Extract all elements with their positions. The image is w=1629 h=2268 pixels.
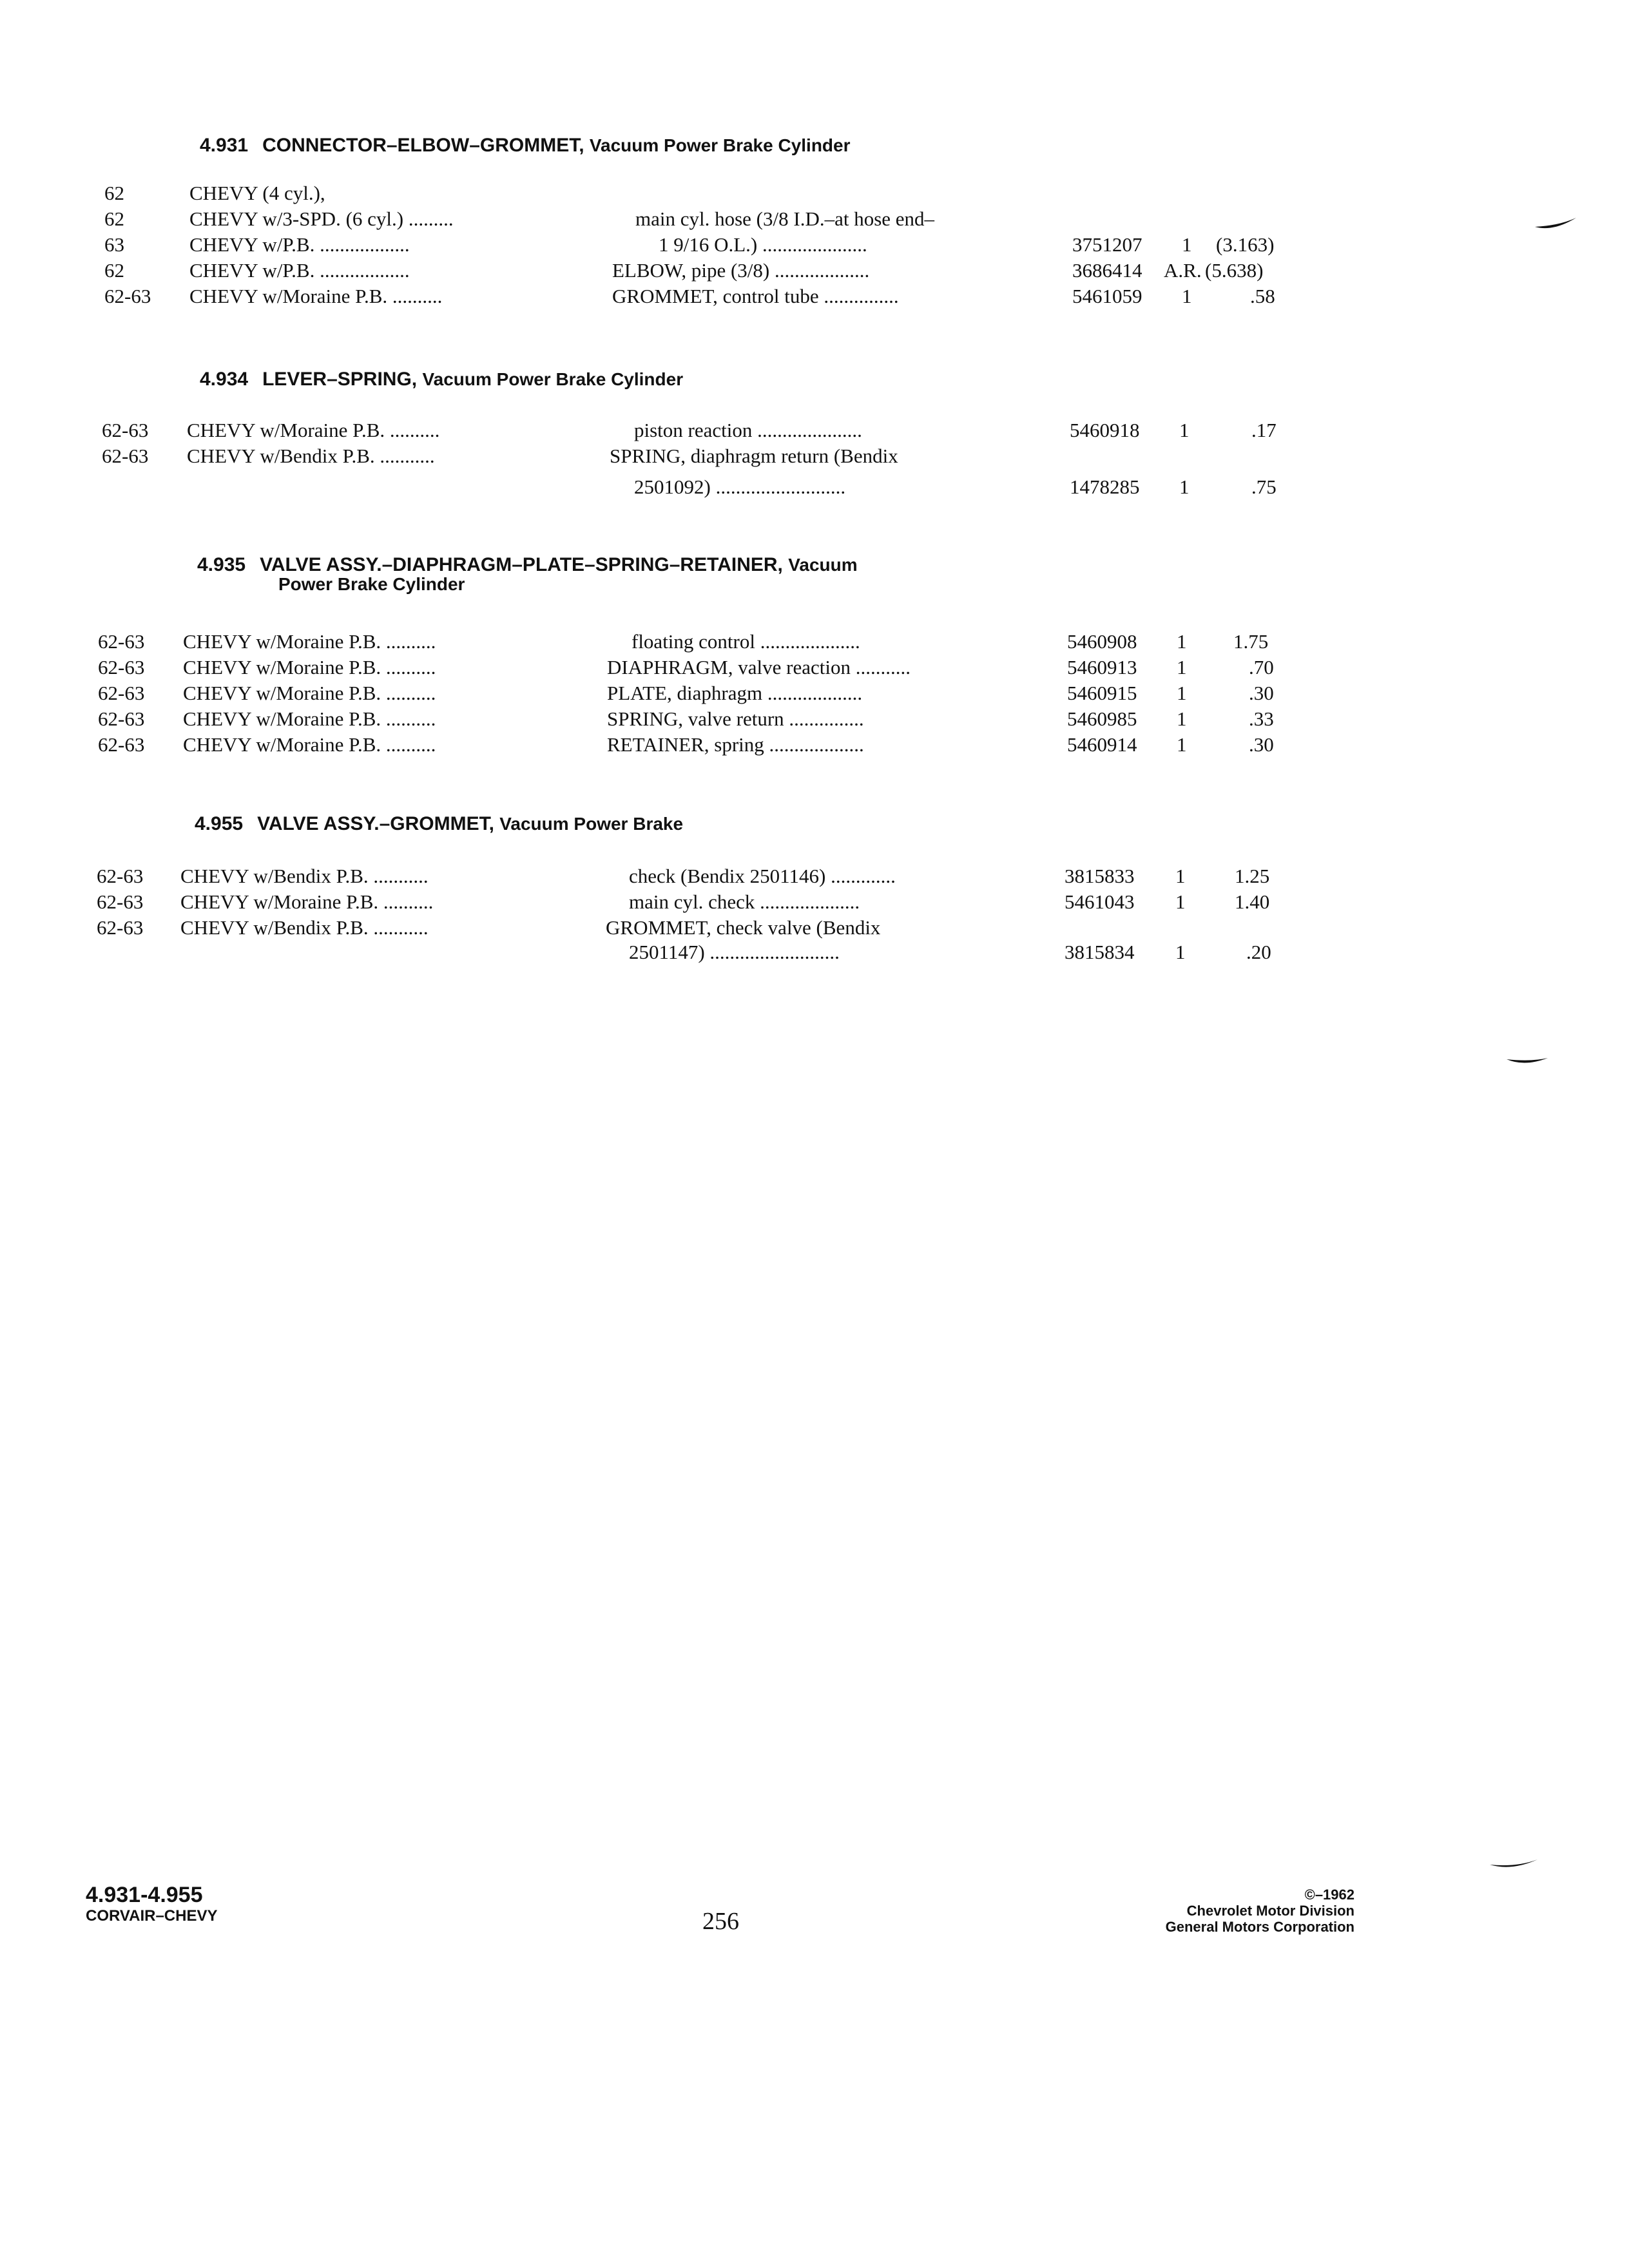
- table-row: [0, 706, 1629, 732]
- section-title: CONNECTOR–ELBOW–GROMMET,: [262, 135, 584, 156]
- table-row: [0, 443, 1629, 469]
- qty-cell: 1: [1177, 733, 1187, 756]
- application-cell: CHEVY w/Moraine P.B. ..........: [183, 630, 436, 653]
- application-cell: CHEVY (4 cyl.),: [189, 182, 325, 204]
- year-cell: 62-63: [97, 865, 144, 887]
- year-cell: 62-63: [97, 890, 144, 913]
- description-cell: 2501092) ..........................: [634, 476, 846, 498]
- table-row: [0, 206, 1629, 232]
- description-cell: GROMMET, control tube ...............: [612, 285, 899, 307]
- section-title: VALVE ASSY.–DIAPHRAGM–PLATE–SPRING–RETAINER,: [260, 554, 783, 575]
- part-number-cell: 5460918: [1070, 419, 1140, 441]
- qty-cell: 1: [1177, 630, 1187, 653]
- footer-left: [86, 1883, 218, 1925]
- page-number: 256: [702, 1908, 739, 1935]
- part-number-cell: 5460915: [1067, 682, 1137, 704]
- part-number-cell: 1478285: [1070, 476, 1140, 498]
- table-row: [0, 939, 1629, 965]
- price-cell: .30: [1249, 733, 1274, 756]
- application-cell: CHEVY w/Moraine P.B. ..........: [180, 890, 434, 913]
- price-cell: .58: [1250, 285, 1275, 307]
- table-row: [0, 258, 1629, 284]
- part-number-cell: 5460914: [1067, 733, 1137, 756]
- year-cell: 63: [104, 233, 124, 256]
- part-number-cell: 5460913: [1067, 656, 1137, 678]
- year-cell: 62: [104, 259, 124, 282]
- footer-right: [1166, 1887, 1354, 1935]
- part-number-cell: 5461043: [1065, 890, 1135, 913]
- application-cell: CHEVY w/Bendix P.B. ...........: [180, 916, 429, 939]
- scan-mark: [1534, 213, 1579, 232]
- section-range: 4.931-4.955: [86, 1883, 203, 1907]
- price-cell: 1.75: [1233, 630, 1269, 653]
- price-cell: 1.25: [1235, 865, 1270, 887]
- year-cell: 62-63: [98, 707, 145, 730]
- application-cell: CHEVY w/Moraine P.B. ..........: [183, 707, 436, 730]
- year-cell: 62-63: [98, 682, 145, 704]
- part-number-cell: 3815834: [1065, 941, 1135, 963]
- price-cell: .75: [1251, 476, 1277, 498]
- qty-cell: 1: [1182, 285, 1192, 307]
- description-cell: main cyl. hose (3/8 I.D.–at hose end–: [635, 207, 935, 230]
- year-cell: 62: [104, 207, 124, 230]
- year-cell: 62-63: [98, 733, 145, 756]
- scan-mark: [1505, 1052, 1550, 1071]
- application-cell: CHEVY w/Moraine P.B. ..........: [183, 656, 436, 678]
- section-subtitle: Vacuum Power Brake Cylinder: [422, 369, 684, 389]
- price-cell: .33: [1249, 707, 1274, 730]
- table-row: [0, 680, 1629, 706]
- application-cell: CHEVY w/P.B. ..................: [189, 233, 410, 256]
- table-row: [0, 655, 1629, 680]
- qty-cell: 1: [1182, 233, 1192, 256]
- part-number-cell: 5460985: [1067, 707, 1137, 730]
- description-cell: ELBOW, pipe (3/8) ...................: [612, 259, 870, 282]
- year-cell: 62: [104, 182, 124, 204]
- price-cell: .20: [1246, 941, 1271, 963]
- qty-cell: 1: [1177, 707, 1187, 730]
- section-heading: [197, 554, 858, 576]
- description-cell: main cyl. check ....................: [629, 890, 860, 913]
- year-cell: 62-63: [97, 916, 144, 939]
- year-cell: 62-63: [102, 445, 149, 467]
- section-number: 4.931: [200, 135, 249, 156]
- part-number-cell: 3815833: [1065, 865, 1135, 887]
- application-cell: CHEVY w/P.B. ..................: [189, 259, 410, 282]
- section-subtitle: Vacuum: [788, 555, 858, 575]
- section-title: VALVE ASSY.–GROMMET,: [257, 813, 494, 834]
- qty-cell: A.R.: [1164, 259, 1202, 282]
- qty-cell: 1: [1175, 941, 1186, 963]
- year-cell: 62-63: [104, 285, 151, 307]
- application-cell: CHEVY w/Moraine P.B. ..........: [183, 733, 436, 756]
- year-cell: 62-63: [102, 419, 149, 441]
- application-cell: CHEVY w/3-SPD. (6 cyl.) .........: [189, 207, 454, 230]
- description-cell: SPRING, valve return ...............: [607, 707, 864, 730]
- application-cell: CHEVY w/Moraine P.B. ..........: [187, 419, 440, 441]
- description-cell: 1 9/16 O.L.) .....................: [659, 233, 867, 256]
- part-number-cell: 5461059: [1072, 285, 1142, 307]
- description-cell: SPRING, diaphragm return (Bendix: [610, 445, 898, 467]
- price-cell: 1.40: [1235, 890, 1270, 913]
- description-cell: RETAINER, spring ...................: [607, 733, 864, 756]
- application-cell: CHEVY w/Bendix P.B. ...........: [187, 445, 435, 467]
- section-subtitle: Vacuum Power Brake Cylinder: [589, 135, 851, 155]
- application-cell: CHEVY w/Moraine P.B. ..........: [183, 682, 436, 704]
- qty-cell: 1: [1175, 890, 1186, 913]
- description-cell: piston reaction .....................: [634, 419, 862, 441]
- description-cell: DIAPHRAGM, valve reaction ...........: [607, 656, 911, 678]
- qty-cell: 1: [1177, 682, 1187, 704]
- table-row: [0, 629, 1629, 655]
- table-row: [0, 418, 1629, 443]
- scan-mark: [1489, 1856, 1540, 1875]
- table-row: [0, 180, 1629, 206]
- section-number: 4.955: [195, 813, 244, 834]
- description-cell: check (Bendix 2501146) .............: [629, 865, 896, 887]
- part-number-cell: 3686414: [1072, 259, 1142, 282]
- table-row: [0, 915, 1629, 941]
- corporation: General Motors Corporation: [1165, 1919, 1354, 1935]
- section-heading: [200, 369, 683, 390]
- part-number-cell: 5460908: [1067, 630, 1137, 653]
- year-cell: 62-63: [98, 656, 145, 678]
- section-subtitle-line2: Power Brake Cylinder: [278, 574, 465, 594]
- price-cell: .30: [1249, 682, 1274, 704]
- price-cell: (3.163): [1216, 233, 1275, 256]
- application-cell: CHEVY w/Bendix P.B. ...........: [180, 865, 429, 887]
- section-number: 4.934: [200, 369, 249, 390]
- description-cell: floating control ....................: [631, 630, 860, 653]
- division: Chevrolet Motor Division: [1186, 1903, 1354, 1919]
- copyright: ©–1962: [1304, 1887, 1354, 1903]
- description-cell: 2501147) ..........................: [629, 941, 840, 963]
- table-row: [0, 284, 1629, 309]
- table-row: [0, 232, 1629, 258]
- qty-cell: 1: [1177, 656, 1187, 678]
- qty-cell: 1: [1179, 476, 1190, 498]
- section-subtitle: Vacuum Power Brake: [499, 814, 684, 834]
- section-number: 4.935: [197, 554, 246, 575]
- table-row: [0, 732, 1629, 758]
- section-heading: [200, 135, 851, 157]
- section-title: LEVER–SPRING,: [262, 369, 418, 390]
- year-cell: 62-63: [98, 630, 145, 653]
- table-row: [0, 863, 1629, 889]
- description-cell: PLATE, diaphragm ...................: [607, 682, 863, 704]
- price-cell: .17: [1251, 419, 1277, 441]
- section-heading: [195, 813, 683, 835]
- table-row: [0, 889, 1629, 915]
- model-name: CORVAIR–CHEVY: [86, 1907, 218, 1925]
- qty-cell: 1: [1175, 865, 1186, 887]
- description-cell: GROMMET, check valve (Bendix: [606, 916, 881, 939]
- price-cell: (5.638): [1205, 259, 1264, 282]
- qty-cell: 1: [1179, 419, 1190, 441]
- part-number-cell: 3751207: [1072, 233, 1142, 256]
- application-cell: CHEVY w/Moraine P.B. ..........: [189, 285, 443, 307]
- table-row: [0, 474, 1629, 500]
- price-cell: .70: [1249, 656, 1274, 678]
